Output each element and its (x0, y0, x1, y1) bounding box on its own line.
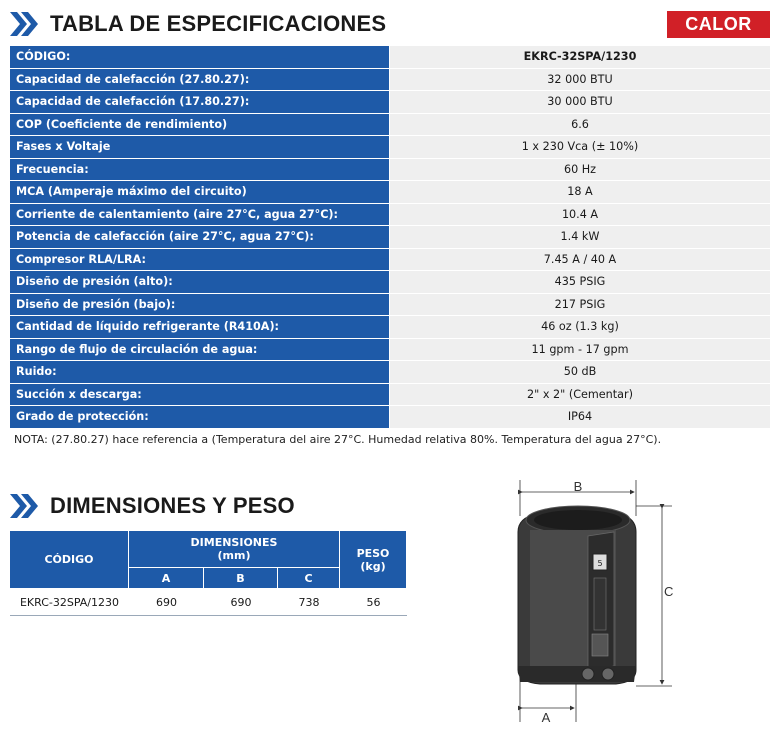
spec-value: 60 Hz (390, 159, 770, 182)
spec-row (10, 339, 770, 362)
spec-value: 217 PSIG (390, 294, 770, 317)
specs-section-header (8, 8, 386, 40)
spec-label: Capacidad de calefacción (17.80.27): (10, 91, 390, 114)
spec-label: Capacidad de calefacción (27.80.27): (10, 69, 390, 92)
calor-badge: CALOR (667, 11, 770, 38)
spec-label: Ruido: (10, 361, 390, 384)
spec-row (10, 316, 770, 339)
spec-row (10, 294, 770, 317)
spec-label: CÓDIGO: (10, 46, 390, 69)
double-chevron-icon (8, 491, 42, 521)
dims-header-weight-unit: (kg) (360, 559, 386, 573)
double-chevron-icon (8, 9, 42, 39)
spec-label: Diseño de presión (alto): (10, 271, 390, 294)
spec-value: 1.4 kW (390, 226, 770, 249)
spec-row (10, 46, 770, 69)
dim-label-c: C (664, 584, 674, 599)
spec-label: Cantidad de líquido refrigerante (R410A): (10, 316, 390, 339)
spec-value: EKRC-32SPA/1230 (390, 46, 770, 69)
heat-pump-drawing (496, 470, 696, 730)
dims-header-weight (340, 531, 407, 589)
dims-header-code: CÓDIGO (10, 531, 129, 589)
dims-header-a: A (129, 568, 204, 589)
dims-cell-weight: 56 (340, 589, 407, 616)
spec-row (10, 91, 770, 114)
dims-header-c: C (278, 568, 340, 589)
spec-row (10, 204, 770, 227)
spec-value: 50 dB (390, 361, 770, 384)
spec-label: COP (Coeficiente de rendimiento) (10, 114, 390, 137)
dims-header-b: B (204, 568, 278, 589)
dims-table (10, 531, 407, 616)
dims-section-header (8, 490, 295, 522)
spec-value: 30 000 BTU (390, 91, 770, 114)
spec-label: Rango de flujo de circulación de agua: (10, 339, 390, 362)
dim-label-b: B (573, 479, 583, 494)
spec-label: Frecuencia: (10, 159, 390, 182)
specs-table (10, 46, 770, 429)
dim-label-a: A (541, 710, 551, 725)
spec-row (10, 159, 770, 182)
spec-label: Corriente de calentamiento (aire 27°C, agua 27°C): (10, 204, 390, 227)
spec-label: MCA (Amperaje máximo del circuito) (10, 181, 390, 204)
dims-header-dimensions-label: DIMENSIONES (190, 536, 278, 549)
spec-row (10, 69, 770, 92)
spec-value: IP64 (390, 406, 770, 429)
dims-cell-b: 690 (204, 589, 278, 616)
spec-row (10, 136, 770, 159)
spec-row (10, 181, 770, 204)
spec-row (10, 249, 770, 272)
spec-label: Fases x Voltaje (10, 136, 390, 159)
dims-cell-code: EKRC-32SPA/1230 (10, 589, 129, 616)
dims-cell-a: 690 (129, 589, 204, 616)
spec-label: Diseño de presión (bajo): (10, 294, 390, 317)
spec-row (10, 406, 770, 429)
dims-title: DIMENSIONES Y PESO (50, 493, 295, 518)
spec-value: 6.6 (390, 114, 770, 137)
spec-value: 7.45 A / 40 A (390, 249, 770, 272)
spec-value: 10.4 A (390, 204, 770, 227)
spec-label: Compresor RLA/LRA: (10, 249, 390, 272)
spec-value: 46 oz (1.3 kg) (390, 316, 770, 339)
spec-value: 1 x 230 Vca (± 10%) (390, 136, 770, 159)
spec-row (10, 271, 770, 294)
spec-row (10, 384, 770, 407)
specs-title: TABLA DE ESPECIFICACIONES (50, 11, 387, 36)
spec-label: Grado de protección: (10, 406, 390, 429)
spec-label: Succión x descarga: (10, 384, 390, 407)
spec-row (10, 114, 770, 137)
spec-value: 2" x 2" (Cementar) (390, 384, 770, 407)
specs-note: NOTA: (27.80.27) hace referencia a (Temperatura del aire 27°C. Humedad relativa 80%. Temperatura del agua 27°C). (14, 433, 662, 446)
spec-row (10, 361, 770, 384)
dims-cell-c: 738 (278, 589, 340, 616)
spec-value: 32 000 BTU (390, 69, 770, 92)
spec-row (10, 226, 770, 249)
dims-header-weight-label: PESO (356, 546, 390, 560)
dims-row (10, 589, 407, 616)
spec-value: 435 PSIG (390, 271, 770, 294)
dims-header-dimensions (129, 531, 340, 568)
spec-value: 11 gpm - 17 gpm (390, 339, 770, 362)
svg-text:5: 5 (597, 559, 603, 568)
dims-header-dimensions-unit: (mm) (217, 549, 251, 562)
spec-value: 18 A (390, 181, 770, 204)
spec-label: Potencia de calefacción (aire 27°C, agua 27°C): (10, 226, 390, 249)
